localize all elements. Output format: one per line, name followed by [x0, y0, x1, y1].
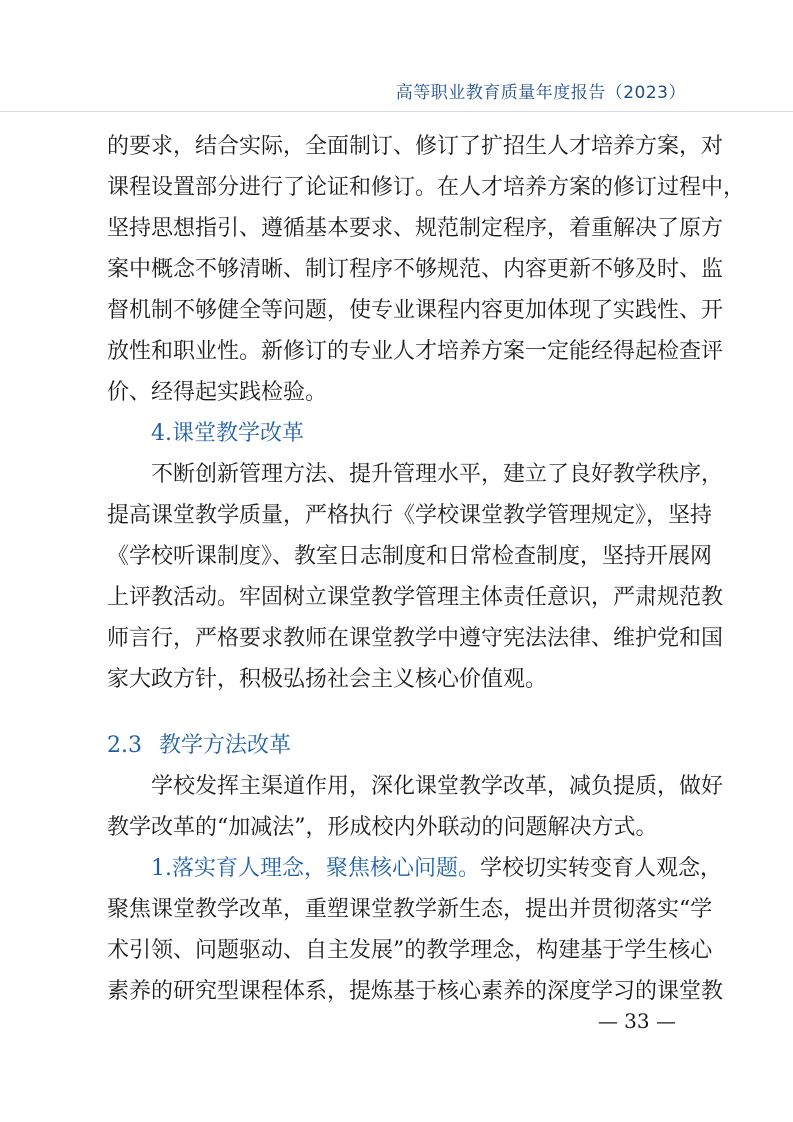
- text-line: 督机制不够健全等问题，使专业课程内容更加体现了实践性、开: [107, 298, 724, 323]
- lead-in-heading: 1.落实育人理念，聚焦核心问题。: [151, 856, 480, 881]
- section-number: 2.3: [107, 733, 142, 758]
- page-number: — 33 —: [597, 1009, 676, 1033]
- text-line: 家大政方针，积极弘扬社会主义核心价值观。: [107, 667, 548, 692]
- section-heading: [107, 725, 687, 766]
- section-spacer: [107, 700, 687, 725]
- text-line: 教学改革的“加减法”，形成校内外联动的问题解决方式。: [107, 815, 658, 840]
- text-line: 聚焦课堂教学改革，重塑课堂教学新生态，提出并贯彻落实“学: [107, 897, 713, 922]
- text-line: [107, 848, 723, 889]
- page-body: [107, 126, 746, 1012]
- text-line: 不断创新管理方法、提升管理水平，建立了良好教学秩序，: [151, 462, 724, 487]
- text-line: 《学校听课制度》、教室日志制度和日常检查制度，坚持开展网: [107, 544, 713, 569]
- text-line: 术引领、问题驱动、自主发展”的教学理念，构建基于学生核心: [107, 938, 713, 963]
- text-line: 的要求，结合实际，全面制订、修订了扩招生人才培养方案，对: [107, 134, 724, 159]
- text-line: 师言行，严格要求教师在课堂教学中遵守宪法法律、维护党和国: [107, 626, 724, 651]
- text-line: 放性和职业性。新修订的专业人才培养方案一定能经得起检查评: [107, 339, 724, 364]
- lead-in-text: 学校切实转变育人观念，: [480, 856, 723, 881]
- paragraph-teaching-methods: [107, 766, 724, 848]
- running-header: 高等职业教育质量年度报告（2023）: [395, 83, 686, 103]
- text-line: 坚持思想指引、遵循基本要求、规范制定程序，着重解决了原方: [107, 216, 724, 241]
- text-line: 素养的研究型课程体系，提炼基于核心素养的深度学习的课堂教: [107, 979, 724, 1004]
- paragraph-educational-philosophy: [107, 848, 724, 1012]
- text-line: 课程设置部分进行了论证和修订。在人才培养方案的修订过程中，: [107, 175, 746, 200]
- text-line: 价、经得起实践检验。: [107, 380, 328, 405]
- text-line: 案中概念不够清晰、制订程序不够规范、内容更新不够及时、监: [107, 257, 724, 282]
- text-line: 提高课堂教学质量，严格执行《学校课堂教学管理规定》，坚持: [107, 503, 713, 528]
- header-divider: [0, 111, 793, 112]
- paragraph-classroom-management: [107, 454, 724, 700]
- text-line: 学校发挥主渠道作用，深化课堂教学改革，减负提质，做好: [151, 774, 724, 799]
- paragraph-curriculum-revision: [107, 126, 746, 413]
- subheading-classroom-reform: 4.课堂教学改革: [151, 421, 304, 446]
- text-line: 上评教活动。牢固树立课堂教学管理主体责任意识，严肃规范教: [107, 585, 724, 610]
- section-title: 教学方法改革: [159, 733, 292, 758]
